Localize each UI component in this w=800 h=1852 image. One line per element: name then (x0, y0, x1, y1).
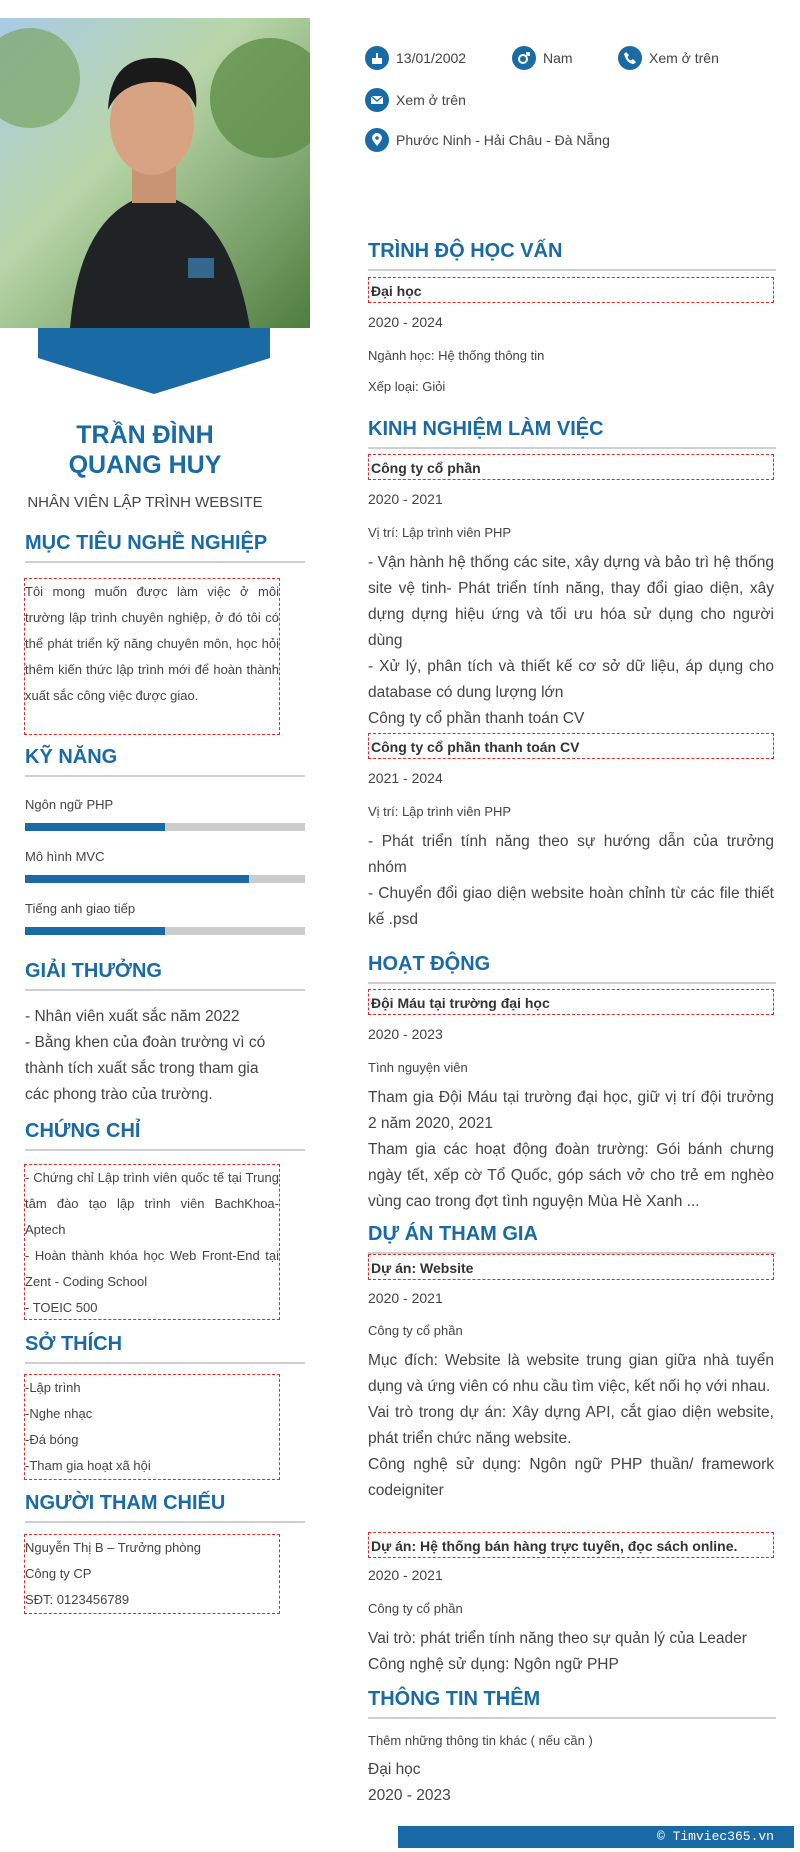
hobby-item: -Đá bóng (25, 1432, 79, 1447)
education-school: Đại học (368, 277, 774, 303)
certificate-item: - TOEIC 500 (25, 1300, 98, 1315)
extra-line: Đại học (368, 1761, 421, 1778)
activity-line: Tham gia các hoạt động đoàn trường: Gói bánh chưng ngày tết, xếp cờ Tổ Quốc, góp sách vở cho trẻ em nghèo vùng cao trong đợt tình nguyện Mùa Hè Xanh ... (368, 1141, 774, 1210)
photo-ribbon (38, 328, 270, 394)
skills-heading: KỸ NĂNG (25, 746, 305, 777)
job-title: NHÂN VIÊN LẬP TRÌNH WEBSITE (27, 494, 263, 511)
birthday-info (365, 46, 466, 70)
reference-item: Nguyễn Thị B – Trưởng phòng (25, 1540, 201, 1555)
extra-heading: THÔNG TIN THÊM (368, 1688, 776, 1719)
certificate-item: - Chứng chỉ Lập trình viên quốc tế tại Trung tâm đào tạo lập trình viên BachKhoa- Aptech (25, 1170, 279, 1237)
project-line: Vai trò: phát triển tính năng theo sự quản lý của Leader (368, 1630, 747, 1647)
objective-heading: MỤC TIÊU NGHỀ NGHIỆP (25, 532, 305, 563)
skill-label: Ngôn ngữ PHP (25, 797, 114, 812)
project-name: Dự án: Hệ thống bán hàng trực tuyến, đọc sách online. (368, 1532, 774, 1558)
gender-info (512, 46, 573, 70)
experience-position: Vị trí: Lập trình viên PHP (368, 525, 512, 540)
project-description (368, 1626, 774, 1678)
certificate-item: - Hoàn thành khóa học Web Front-End tại Zent - Coding School (25, 1248, 279, 1289)
name-line-2: QUANG HUY (68, 451, 222, 479)
references-heading: NGƯỜI THAM CHIẾU (25, 1492, 305, 1523)
projects-heading: DỰ ÁN THAM GIA (368, 1223, 776, 1254)
footer-watermark: © Timviec365.vn (398, 1826, 794, 1848)
experience-line: - Xử lý, phân tích và thiết kế cơ sở dữ liệu, áp dụng cho database có dung lượng lớn (368, 658, 774, 701)
hobbies-box (24, 1374, 280, 1480)
project-period: 2020 - 2021 (368, 1567, 443, 1583)
experience-company: Công ty cổ phần (368, 454, 774, 480)
name-line-1: TRẦN ĐÌNH (76, 421, 214, 449)
project-line: Vai trò trong dự án: Xây dựng API, cắt giao diện website, phát triển chức năng website. (368, 1404, 774, 1447)
experience-period: 2020 - 2021 (368, 491, 443, 507)
hobby-item: -Tham gia hoạt xã hội (25, 1458, 151, 1473)
award-item: - Nhân viên xuất sắc năm 2022 (25, 1008, 240, 1025)
skill-bar (25, 823, 305, 831)
project-company: Công ty cổ phần (368, 1601, 463, 1616)
hobby-item: -Nghe nhạc (25, 1406, 93, 1421)
activity-role: Tình nguyện viên (368, 1060, 468, 1075)
skill-label: Tiếng anh giao tiếp (25, 901, 136, 916)
experience-position: Vị trí: Lập trình viên PHP (368, 804, 512, 819)
experience-line: - Vận hành hệ thống các site, xây dựng và bảo trì hệ thống site vệ tinh- Phát triển tính năng, thay đổi giao diện, xây dựng dựng hiệu ứng và tối ưu hóa sử dụng cho người dùng (368, 554, 774, 649)
extra-content (368, 1757, 774, 1809)
skill-bar-fill (25, 927, 165, 935)
reference-item: Công ty CP (25, 1566, 92, 1581)
skill-bar-fill (25, 823, 165, 831)
experience-company: Công ty cổ phần thanh toán CV (368, 733, 774, 759)
certificates-heading: CHỨNG CHỈ (25, 1120, 305, 1151)
awards-list (25, 1004, 280, 1108)
extra-note: Thêm những thông tin khác ( nếu cần ) (368, 1733, 593, 1748)
birthday-cake-icon (365, 46, 389, 70)
activity-org: Đội Máu tại trường đại học (368, 989, 774, 1015)
education-period: 2020 - 2024 (368, 314, 443, 330)
project-name: Dự án: Website (368, 1254, 774, 1280)
award-item: - Bằng khen của đoàn trường vì có thành tích xuất sắc trong tham gia các phong trào của trường. (25, 1034, 266, 1103)
skill-label: Mô hình MVC (25, 849, 105, 864)
references-box (24, 1534, 280, 1614)
email-info (365, 88, 466, 112)
education-heading: TRÌNH ĐỘ HỌC VẤN (368, 240, 776, 271)
email-value: Xem ở trên (396, 92, 466, 108)
project-company: Công ty cổ phần (368, 1323, 463, 1338)
experience-line: - Chuyển đổi giao diện website hoàn chỉnh từ các file thiết kế .psd (368, 885, 774, 928)
birthday-value: 13/01/2002 (396, 50, 467, 66)
phone-value: Xem ở trên (649, 50, 719, 66)
project-description (368, 1348, 774, 1504)
project-period: 2020 - 2021 (368, 1290, 443, 1306)
hobbies-heading: SỞ THÍCH (25, 1333, 305, 1364)
activities-heading: HOẠT ĐỘNG (368, 953, 776, 984)
email-icon (365, 88, 389, 112)
address-info (365, 128, 610, 152)
gender-value: Nam (543, 50, 573, 66)
project-line: Công nghệ sử dụng: Ngôn ngữ PHP thuần/ framework codeigniter (368, 1456, 774, 1499)
candidate-name (20, 420, 270, 480)
education-major: Ngành học: Hệ thống thông tin (368, 348, 545, 363)
education-grade: Xếp loại: Giỏi (368, 379, 446, 394)
gender-icon (512, 46, 536, 70)
address-value: Phước Ninh - Hải Châu - Đà Nẵng (396, 132, 610, 148)
hobby-item: -Lập trình (25, 1380, 81, 1395)
project-line: Công nghệ sử dụng: Ngôn ngữ PHP (368, 1656, 619, 1673)
activity-line: Tham gia Đội Máu tại trường đại học, giữ vị trí đội trưởng 2 năm 2020, 2021 (368, 1089, 774, 1132)
skill-bar (25, 875, 305, 883)
experience-heading: KINH NGHIỆM LÀM VIỆC (368, 418, 776, 449)
phone-icon (618, 46, 642, 70)
map-pin-icon (365, 128, 389, 152)
activity-period: 2020 - 2023 (368, 1026, 443, 1042)
experience-period: 2021 - 2024 (368, 770, 443, 786)
activity-description (368, 1085, 774, 1215)
experience-line: Công ty cổ phần thanh toán CV (368, 710, 585, 727)
objective-text: Tôi mong muốn được làm việc ở môi trường lập trình chuyên nghiệp, ở đó tôi có thể phát triển kỹ năng chuyên môn, học hỏi thêm kiến thức lập trình mới để hoàn thành xuất sắc công việc được giao. (24, 578, 280, 735)
experience-description (368, 829, 774, 933)
skill-bar (25, 927, 305, 935)
experience-description (368, 550, 774, 732)
extra-line: 2020 - 2023 (368, 1787, 451, 1804)
skill-bar-fill (25, 875, 249, 883)
awards-heading: GIẢI THƯỞNG (25, 960, 305, 991)
phone-info (618, 46, 719, 70)
experience-line: - Phát triển tính năng theo sự hướng dẫn của trưởng nhóm (368, 833, 774, 876)
reference-item: SĐT: 0123456789 (25, 1592, 130, 1607)
profile-photo (0, 18, 310, 328)
certificates-box (24, 1164, 280, 1320)
project-line: Mục đích: Website là website trung gian giữa nhà tuyển dụng và ứng viên có nhu cầu tìm việc, kết nối họ với nhau. (368, 1352, 774, 1395)
